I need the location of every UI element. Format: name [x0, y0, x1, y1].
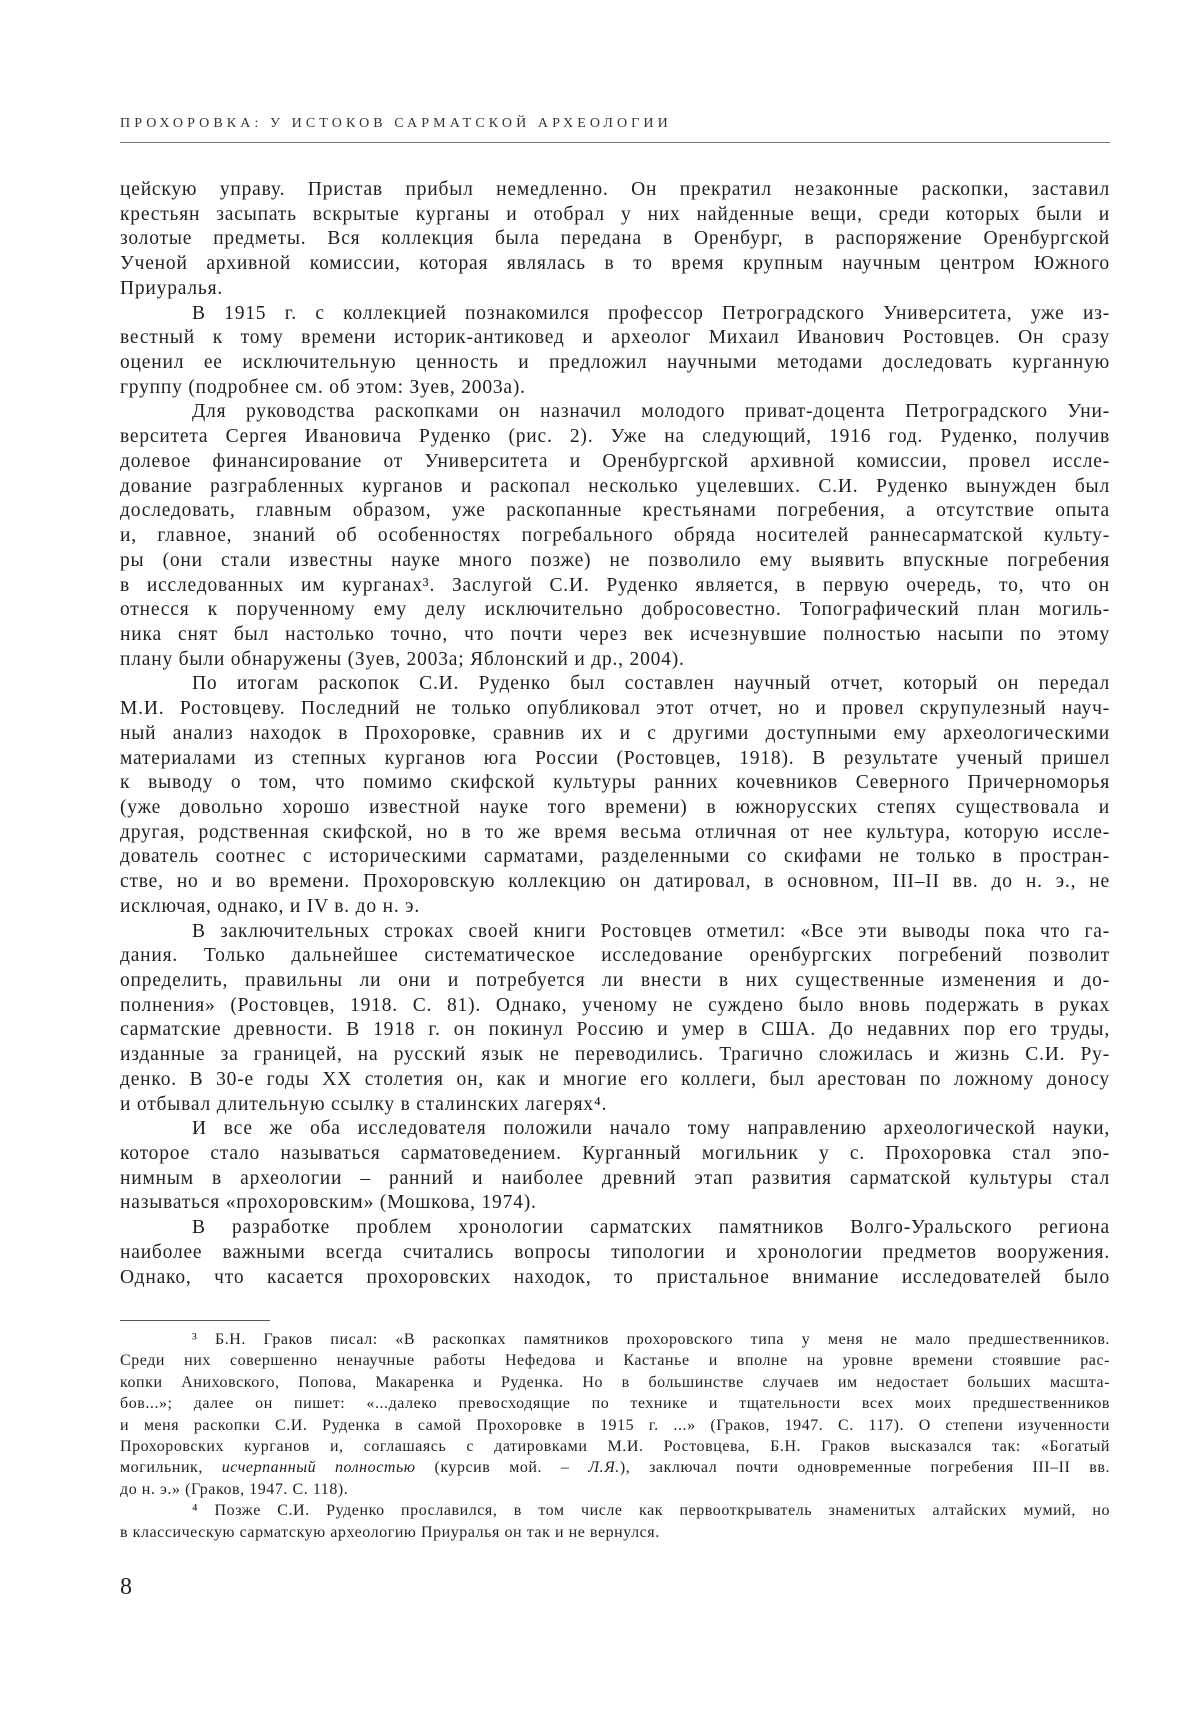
- text-line: стве, но и во времени. Прохоровскую коллекцию он датировал, в основном, III–II вв. до н. э., не: [120, 870, 1110, 895]
- text-line: ³ Б.Н. Граков писал: «В раскопках памятников прохоровского типа у меня не мало предшественников.: [120, 1329, 1110, 1350]
- text-line: материалами из степных курганов юга России (Ростовцев, 1918). В результате ученый пришел: [120, 747, 1110, 772]
- text-line: Приуралья.: [120, 277, 1110, 302]
- text-line: Прохоровских курганов и, соглашаясь с датировками М.И. Ростовцева, Б.Н. Граков высказался так: «Богатый: [120, 1436, 1110, 1457]
- text-line: в классическую сарматскую археологию Приуралья он так и не вернулся.: [120, 1522, 1110, 1543]
- text-line: М.И. Ростовцеву. Последний не только опубликовал этот отчет, но и провел скрупулезный науч-: [120, 697, 1110, 722]
- running-head: ПРОХОРОВКА: У ИСТОКОВ САРМАТСКОЙ АРХЕОЛОГИИ: [120, 112, 672, 136]
- text-segment: (курсив мой. –: [416, 1459, 589, 1476]
- footnotes: [120, 1329, 1110, 1543]
- text-line: и отбывал длительную ссылку в сталинских лагерях⁴.: [120, 1093, 1110, 1118]
- text-line: цейскую управу. Пристав прибыл немедленно. Он прекратил незаконные раскопки, заставил: [120, 178, 1110, 203]
- text-line: наиболее важными всегда считались вопросы типологии и хронологии предметов вооружения.: [120, 1241, 1110, 1266]
- text-line: дователь соотнес с историческими сарматами, разделенными со скифами не только в простран-: [120, 845, 1110, 870]
- text-line: Ученой архивной комиссии, которая являлась в то время крупным научным центром Южного: [120, 252, 1110, 277]
- footnote: [120, 1500, 1110, 1543]
- text-line: до н. э.» (Граков, 1947. С. 118).: [120, 1479, 1110, 1500]
- text-line: В 1915 г. с коллекцией познакомился профессор Петроградского Университета, уже из-: [120, 302, 1110, 327]
- text-line: Среди них совершенно ненаучные работы Нефедова и Кастанье и вполне на уровне времени стоявшие рас-: [120, 1350, 1110, 1371]
- footnote: [120, 1329, 1110, 1500]
- paragraph: [120, 302, 1110, 401]
- text-line: ⁴ Позже С.И. Руденко прославился, в том числе как первооткрыватель знаменитых алтайских мумий, но: [120, 1500, 1110, 1521]
- text-segment: могильник,: [120, 1459, 222, 1476]
- text-line: вестный к тому времени историк-антиковед и археолог Михаил Иванович Ростовцев. Он сразу: [120, 326, 1110, 351]
- page-number: 8: [120, 1572, 132, 1602]
- text-line: ный анализ находок в Прохоровке, сравнив их и с другими доступными ему археологическими: [120, 722, 1110, 747]
- paragraph: [120, 920, 1110, 1118]
- text-line: полнения» (Ростовцев, 1918. С. 81). Однако, ученому не суждено было вновь подержать в руках: [120, 994, 1110, 1019]
- text-line: золотые предметы. Вся коллекция была передана в Оренбург, в распоряжение Оренбургской: [120, 227, 1110, 252]
- text-line: и меня раскопки С.И. Руденка в самой Прохоровке в 1915 г. ...» (Граков, 1947. С. 117). О степени изученности: [120, 1415, 1110, 1436]
- text-line: дания. Только дальнейшее систематическое исследование оренбургских погребений позволит: [120, 944, 1110, 969]
- text-line: ника снят был настолько точно, что почти через век исчезнувшие полностью насыпи по этому: [120, 623, 1110, 648]
- text-line: отнесся к порученному ему делу исключительно добросовестно. Топографический план могиль-: [120, 598, 1110, 623]
- text-line: верситета Сергея Ивановича Руденко (рис. 2). Уже на следующий, 1916 год. Руденко, получив: [120, 425, 1110, 450]
- text-line: которое стало называться сарматоведением. Курганный могильник у с. Прохоровка стал эпо-: [120, 1142, 1110, 1167]
- text-line: И все же оба исследователя положили начало тому направлению археологической науки,: [120, 1117, 1110, 1142]
- paragraph: [120, 400, 1110, 672]
- text-line: В разработке проблем хронологии сарматских памятников Волго-Уральского региона: [120, 1216, 1110, 1241]
- text-line: копки Аниховского, Попова, Макаренка и Руденка. Но в большинстве случаев им недостает больших масшта-: [120, 1372, 1110, 1393]
- text-line: определить, правильны ли они и потребуется ли внести в них существенные изменения и до-: [120, 969, 1110, 994]
- text-line: к выводу о том, что помимо скифской культуры ранних кочевников Северного Причерноморья: [120, 771, 1110, 796]
- footnote-separator: [120, 1320, 270, 1321]
- text-line: и, главное, знаний об особенностях погребального обряда носителей раннесарматской культу-: [120, 524, 1110, 549]
- paragraph: [120, 1216, 1110, 1290]
- paragraph: [120, 1117, 1110, 1216]
- text-line: исключая, однако, и IV в. до н. э.: [120, 895, 1110, 920]
- text-line: дование разграбленных курганов и раскопал несколько уцелевших. С.И. Руденко вынужден был: [120, 475, 1110, 500]
- text-line: называться «прохоровским» (Мошкова, 1974).: [120, 1191, 1110, 1216]
- text-line: изданные за границей, на русский язык не переводились. Трагично сложилась и жизнь С.И. Ру-: [120, 1043, 1110, 1068]
- text-line: [120, 1457, 1110, 1478]
- paragraph: [120, 672, 1110, 919]
- text-segment: ), заключал почти одновременные погребения III–II вв.: [620, 1459, 1110, 1476]
- text-line: ры (они стали известны науке много позже) не позволило ему выявить впускные погребения: [120, 549, 1110, 574]
- paragraph: [120, 178, 1110, 302]
- italic-text: Л.Я.: [588, 1459, 620, 1476]
- text-line: сарматские древности. В 1918 г. он покинул Россию и умер в США. До недавних пор его труды,: [120, 1018, 1110, 1043]
- body-text: [120, 178, 1110, 1290]
- text-line: оценил ее исключительную ценность и предложил научными методами доследовать курганную: [120, 351, 1110, 376]
- text-line: группу (подробнее см. об этом: Зуев, 2003а).: [120, 376, 1110, 401]
- text-line: По итогам раскопок С.И. Руденко был составлен научный отчет, который он передал: [120, 672, 1110, 697]
- text-line: долевое финансирование от Университета и Оренбургской архивной комиссии, провел иссле-: [120, 450, 1110, 475]
- text-line: доследовать, главным образом, уже раскопанные крестьянами погребения, а отсутствие опыта: [120, 499, 1110, 524]
- text-line: бов...»; далее он пишет: «...далеко превосходящие по технике и тщательности всех моих предшественников: [120, 1393, 1110, 1414]
- text-line: В заключительных строках своей книги Ростовцев отметил: «Все эти выводы пока что га-: [120, 920, 1110, 945]
- text-line: крестьян засыпать вскрытые курганы и отобрал у них найденные вещи, среди которых были и: [120, 203, 1110, 228]
- text-line: Для руководства раскопками он назначил молодого приват-доцента Петроградского Уни-: [120, 400, 1110, 425]
- text-line: нимным в археологии – ранний и наиболее древний этап развития сарматской культуры стал: [120, 1167, 1110, 1192]
- text-line: Однако, что касается прохоровских находок, то пристальное внимание исследователей было: [120, 1266, 1110, 1291]
- italic-text: исчерпанный полностью: [222, 1459, 416, 1476]
- text-line: в исследованных им курганах³. Заслугой С.И. Руденко является, в первую очередь, то, что он: [120, 574, 1110, 599]
- text-line: денко. В 30-е годы XX столетия он, как и многие его коллеги, был арестован по ложному доносу: [120, 1068, 1110, 1093]
- header-rule: [120, 142, 1110, 143]
- text-line: (уже довольно хорошо известной науке того времени) в южнорусских степях существовала и: [120, 796, 1110, 821]
- text-line: плану были обнаружены (Зуев, 2003а; Яблонский и др., 2004).: [120, 648, 1110, 673]
- text-line: другая, родственная скифской, но в то же время весьма отличная от нее культура, которую иссле-: [120, 821, 1110, 846]
